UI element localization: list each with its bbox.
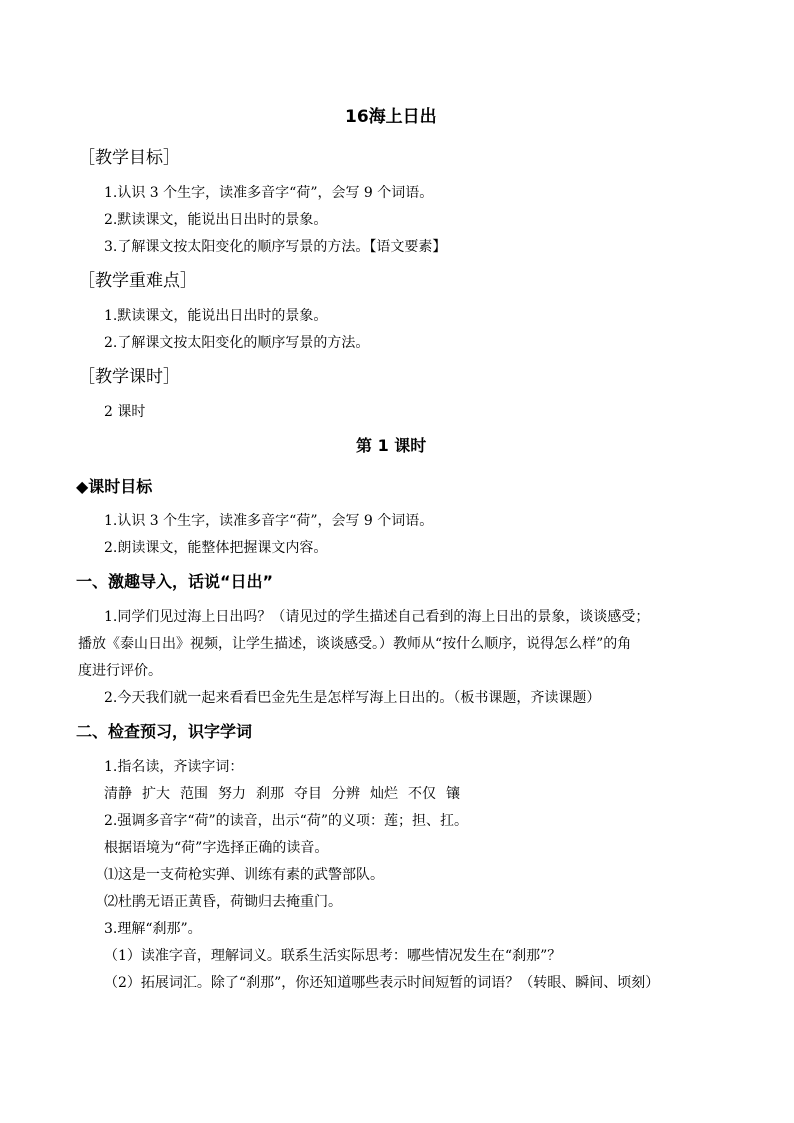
keypoint-item-2: 2.了解课文按太阳变化的顺序写景的方法。 xyxy=(104,335,370,351)
vocab-word: 范围 xyxy=(180,786,208,802)
goal-item-1: 1.认识 3 个生字，读准多音字“荷”，会写 9 个词语。 xyxy=(104,185,434,201)
page-title: 16海上日出 xyxy=(345,107,437,127)
part2-line-4: ⑴这是一支荷枪实弹、训练有素的武警部队。 xyxy=(104,867,384,883)
vocab-word: 灿烂 xyxy=(370,786,398,802)
vocab-word: 扩大 xyxy=(142,786,170,802)
vocab-word: 刹那 xyxy=(256,786,284,802)
part2-line-1: 1.指名读，齐读字词： xyxy=(104,759,244,775)
part1-line-3: 度进行评价。 xyxy=(78,663,162,679)
keypoint-item-1: 1.默读课文，能说出日出时的景象。 xyxy=(104,308,328,324)
part2-line-8: （2）拓展词汇。除了“刹那”，你还知道哪些表示时间短暂的词语？（转眼、瞬间、顷刻） xyxy=(104,975,660,991)
keypoints-heading: ［教学重难点］ xyxy=(78,271,197,291)
part2-line-5: ⑵杜鹃无语正黄昏，荷锄归去掩重门。 xyxy=(104,894,342,910)
lesson-goal-item-2: 2.朗读课文，能整体把握课文内容。 xyxy=(104,540,328,556)
part1-line-2: 播放《泰山日出》视频，让学生描述，谈谈感受。）教师从“按什么顺序，说得怎么样”的角 xyxy=(78,636,632,652)
vocab-word: 夺目 xyxy=(294,786,322,802)
part2-line-7: （1）读准字音，理解词义。联系生活实际思考：哪些情况发生在“刹那”？ xyxy=(104,948,562,964)
goal-item-3: 3.了解课文按太阳变化的顺序写景的方法。【语文要素】 xyxy=(104,239,447,255)
part2-line-6: 3.理解“刹那”。 xyxy=(104,921,202,937)
part1-line-4: 2.今天我们就一起来看看巴金先生是怎样写海上日出的。（板书课题，齐读课题） xyxy=(104,690,601,706)
goals-heading: ［教学目标］ xyxy=(78,148,180,168)
lesson-title: 第 1 课时 xyxy=(356,436,427,455)
part2-heading: 二、检查预习，识字学词 xyxy=(76,722,253,741)
vocab-word-list xyxy=(104,784,470,804)
lesson-goal-item-1: 1.认识 3 个生字，读准多音字“荷”，会写 9 个词语。 xyxy=(104,513,434,529)
hours-heading: ［教学课时］ xyxy=(78,367,180,387)
part2-line-2: 2.强调多音字“荷”的读音，出示“荷”的义项：莲；担、扛。 xyxy=(104,813,468,829)
vocab-word: 清静 xyxy=(104,786,132,802)
vocab-word: 分辨 xyxy=(332,786,360,802)
part2-line-3: 根据语境为“荷”字选择正确的读音。 xyxy=(104,840,329,856)
part1-heading: 一、激趣导入，话说“日出” xyxy=(76,572,274,591)
vocab-word: 镶 xyxy=(446,786,460,802)
lesson-goal-heading: ◆课时目标 xyxy=(76,477,153,496)
vocab-word: 努力 xyxy=(218,786,246,802)
hours-value: 2 课时 xyxy=(104,404,146,420)
vocab-word: 不仅 xyxy=(408,786,436,802)
part1-line-1: 1.同学们见过海上日出吗？（请见过的学生描述自己看到的海上日出的景象，谈谈感受； xyxy=(104,609,650,625)
goal-item-2: 2.默读课文，能说出日出时的景象。 xyxy=(104,212,328,228)
